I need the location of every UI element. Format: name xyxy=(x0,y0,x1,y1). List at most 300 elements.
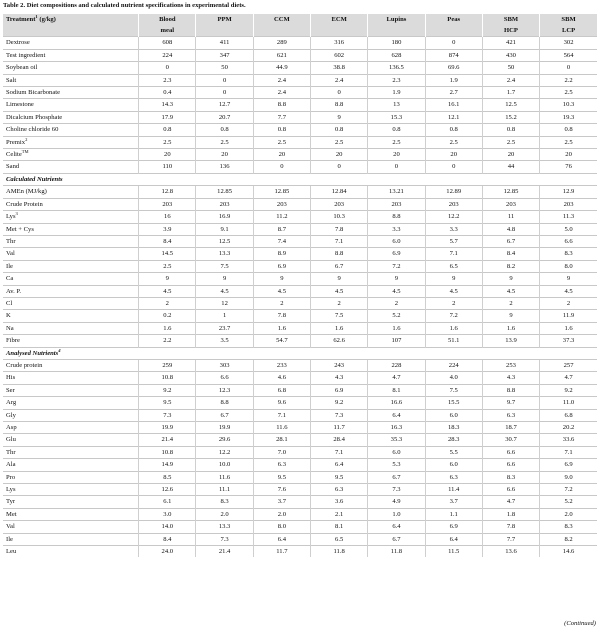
table-cell: 6.4 xyxy=(368,521,425,533)
table-cell: 17.9 xyxy=(139,111,196,123)
table-cell: 253 xyxy=(482,359,539,371)
table-cell: 2.5 xyxy=(253,136,310,148)
table-cell: 20.7 xyxy=(196,111,253,123)
table-cell: 2.4 xyxy=(311,74,368,86)
table-row xyxy=(3,546,597,558)
table-cell: 1.9 xyxy=(425,74,482,86)
row-label: Fibre xyxy=(3,335,139,347)
table-cell: 9 xyxy=(482,310,539,322)
row-label: Val xyxy=(3,248,139,260)
table-cell: 2 xyxy=(253,297,310,309)
table-cell: 2.7 xyxy=(425,87,482,99)
table-row xyxy=(3,496,597,508)
table-cell: 203 xyxy=(253,198,310,210)
table-cell: 4.3 xyxy=(482,372,539,384)
table-cell: 7.1 xyxy=(311,235,368,247)
table-cell: 2.5 xyxy=(540,136,597,148)
table-cell: 20.2 xyxy=(540,422,597,434)
table-cell: 203 xyxy=(368,198,425,210)
table-cell: 8.8 xyxy=(311,248,368,260)
table-cell: 6.0 xyxy=(368,235,425,247)
table-cell: 2.5 xyxy=(196,136,253,148)
table-cell: 11.9 xyxy=(540,310,597,322)
table-cell: 8.4 xyxy=(139,533,196,545)
table-cell: 5.7 xyxy=(425,235,482,247)
table-row xyxy=(3,161,597,173)
table-cell: 8.1 xyxy=(311,521,368,533)
table-cell: 18.7 xyxy=(482,422,539,434)
table-cell: 9.5 xyxy=(139,397,196,409)
diet-composition-table xyxy=(3,14,597,557)
table-cell: 3.9 xyxy=(139,223,196,235)
table-cell: 224 xyxy=(425,359,482,371)
column-header-line2 xyxy=(253,25,310,37)
table-cell: 0.8 xyxy=(425,124,482,136)
table-cell: 874 xyxy=(425,49,482,61)
table-cell: 1.8 xyxy=(482,508,539,520)
table-cell: 7.3 xyxy=(139,409,196,421)
table-cell: 6.9 xyxy=(540,459,597,471)
table-cell: 28.4 xyxy=(311,434,368,446)
table-row xyxy=(3,409,597,421)
table-cell: 20 xyxy=(311,149,368,161)
table-cell: 15.3 xyxy=(368,111,425,123)
table-caption: Table 2. Diet compositions and calculated nutrient specifications in experimental diets. xyxy=(3,2,246,9)
table-cell: 21.4 xyxy=(139,434,196,446)
table-cell: 2.2 xyxy=(139,335,196,347)
table-cell: 2.5 xyxy=(368,136,425,148)
section-analysed-nutrients xyxy=(3,347,597,359)
table-row xyxy=(3,223,597,235)
table-cell: 0.8 xyxy=(368,124,425,136)
table-cell: 602 xyxy=(311,49,368,61)
table-cell: 7.3 xyxy=(196,533,253,545)
table-row xyxy=(3,484,597,496)
table-cell: 8.0 xyxy=(540,260,597,272)
table-cell: 13.6 xyxy=(482,546,539,558)
table-cell: 12.9 xyxy=(540,186,597,198)
table-row xyxy=(3,248,597,260)
table-row xyxy=(3,285,597,297)
row-label: Soybean oil xyxy=(3,62,139,74)
table-cell: 6.1 xyxy=(139,496,196,508)
table-cell: 7.3 xyxy=(311,409,368,421)
table-cell: 9 xyxy=(425,273,482,285)
table-cell: 7.2 xyxy=(425,310,482,322)
table-cell: 16.3 xyxy=(368,422,425,434)
table-cell: 7.3 xyxy=(368,484,425,496)
table-cell: 12.5 xyxy=(482,99,539,111)
table-cell: 4.5 xyxy=(482,285,539,297)
table-cell: 14.9 xyxy=(139,459,196,471)
table-cell: 136 xyxy=(196,161,253,173)
table-cell: 20 xyxy=(482,149,539,161)
table-cell: 6.7 xyxy=(368,471,425,483)
row-label: Thr xyxy=(3,235,139,247)
table-cell: 8.7 xyxy=(253,223,310,235)
table-cell: 10.3 xyxy=(311,211,368,223)
table-cell: 1.7 xyxy=(482,87,539,99)
table-cell: 2 xyxy=(311,297,368,309)
table-row xyxy=(3,198,597,210)
table-cell: 0 xyxy=(368,161,425,173)
table-cell: 4.7 xyxy=(368,372,425,384)
table-cell: 8.3 xyxy=(482,471,539,483)
table-cell: 2.3 xyxy=(368,74,425,86)
section-title: Calculated Nutrients xyxy=(3,173,597,185)
table-cell: 8.8 xyxy=(253,99,310,111)
table-cell: 20 xyxy=(425,149,482,161)
table-cell: 11.8 xyxy=(311,546,368,558)
table-cell: 0.8 xyxy=(253,124,310,136)
table-cell: 11.7 xyxy=(311,422,368,434)
table-cell: 0.2 xyxy=(139,310,196,322)
row-label: K xyxy=(3,310,139,322)
row-label: Arg xyxy=(3,397,139,409)
table-cell: 20 xyxy=(139,149,196,161)
table-cell: 203 xyxy=(540,198,597,210)
table-cell: 35.3 xyxy=(368,434,425,446)
table-cell: 14.5 xyxy=(139,248,196,260)
table-cell: 621 xyxy=(253,49,310,61)
table-row xyxy=(3,186,597,198)
table-cell: 7.5 xyxy=(311,310,368,322)
table-cell: 180 xyxy=(368,37,425,49)
row-label: Premix$^2$ xyxy=(3,136,139,148)
table-cell: 6.8 xyxy=(540,409,597,421)
table-cell: 316 xyxy=(311,37,368,49)
table-row xyxy=(3,471,597,483)
table-cell: 2.4 xyxy=(482,74,539,86)
table-cell: 18.3 xyxy=(425,422,482,434)
table-cell: 5.3 xyxy=(368,459,425,471)
table-cell: 7.8 xyxy=(253,310,310,322)
table-cell: 1.6 xyxy=(368,322,425,334)
table-cell: 21.4 xyxy=(196,546,253,558)
table-cell: 13.9 xyxy=(482,335,539,347)
table-cell: 12.6 xyxy=(139,484,196,496)
table-cell: 54.7 xyxy=(253,335,310,347)
table-cell: 224 xyxy=(139,49,196,61)
table-cell: 4.8 xyxy=(482,223,539,235)
table-cell: 14.0 xyxy=(139,521,196,533)
table-cell: 107 xyxy=(368,335,425,347)
table-row xyxy=(3,521,597,533)
table-cell: 6.3 xyxy=(253,459,310,471)
table-cell: 203 xyxy=(311,198,368,210)
table-cell: 6.9 xyxy=(311,384,368,396)
table-cell: 9.2 xyxy=(311,397,368,409)
table-cell: 11.4 xyxy=(425,484,482,496)
table-cell: 8.8 xyxy=(311,99,368,111)
table-cell: 2 xyxy=(540,297,597,309)
table-cell: 62.6 xyxy=(311,335,368,347)
row-label: Ca xyxy=(3,273,139,285)
table-cell: 9 xyxy=(139,273,196,285)
table-cell: 16.6 xyxy=(368,397,425,409)
table-cell: 7.1 xyxy=(311,446,368,458)
row-label: Salt xyxy=(3,74,139,86)
table-cell: 28.3 xyxy=(425,434,482,446)
table-cell: 1.6 xyxy=(139,322,196,334)
table-cell: 10.0 xyxy=(196,459,253,471)
table-cell: 0 xyxy=(425,37,482,49)
table-cell: 8.5 xyxy=(139,471,196,483)
table-cell: 3.7 xyxy=(425,496,482,508)
column-header-line2 xyxy=(425,25,482,37)
table-cell: 44 xyxy=(482,161,539,173)
table-cell: 4.0 xyxy=(425,372,482,384)
table-cell: 0.8 xyxy=(196,124,253,136)
table-cell: 2.5 xyxy=(139,260,196,272)
table-cell: 4.3 xyxy=(311,372,368,384)
row-label: Tyr xyxy=(3,496,139,508)
table-cell: 5.2 xyxy=(368,310,425,322)
table-cell: 7.1 xyxy=(253,409,310,421)
table-cell: 2 xyxy=(368,297,425,309)
row-label: Na xyxy=(3,322,139,334)
table-row xyxy=(3,211,597,223)
table-cell: 3.0 xyxy=(139,508,196,520)
row-label: Ser xyxy=(3,384,139,396)
column-header: PPM xyxy=(196,14,253,25)
table-cell: 20 xyxy=(540,149,597,161)
table-cell: 11.2 xyxy=(253,211,310,223)
table-cell: 0 xyxy=(425,161,482,173)
table-cell: 20 xyxy=(368,149,425,161)
table-row xyxy=(3,434,597,446)
table-cell: 6.0 xyxy=(425,409,482,421)
table-cell: 14.3 xyxy=(139,99,196,111)
table-cell: 8.2 xyxy=(482,260,539,272)
table-cell: 608 xyxy=(139,37,196,49)
row-label: Test ingredient xyxy=(3,49,139,61)
table-cell: 228 xyxy=(368,359,425,371)
column-header-line2: LCP xyxy=(540,25,597,37)
table-cell: 10.8 xyxy=(139,372,196,384)
column-header-line2: HCP xyxy=(482,25,539,37)
row-label: Crude protein xyxy=(3,359,139,371)
table-cell: 8.4 xyxy=(139,235,196,247)
table-cell: 4.7 xyxy=(540,372,597,384)
table-cell: 4.5 xyxy=(196,285,253,297)
table-cell: 13.3 xyxy=(196,521,253,533)
table-cell: 7.2 xyxy=(368,260,425,272)
table-cell: 203 xyxy=(139,198,196,210)
table-cell: 7.6 xyxy=(253,484,310,496)
table-cell: 3.5 xyxy=(196,335,253,347)
column-header-line2 xyxy=(368,25,425,37)
table-row xyxy=(3,111,597,123)
table-cell: 16.1 xyxy=(425,99,482,111)
table-cell: 9.2 xyxy=(139,384,196,396)
table-row xyxy=(3,49,597,61)
table-row xyxy=(3,446,597,458)
table-cell: 7.8 xyxy=(311,223,368,235)
column-header: Peas xyxy=(425,14,482,25)
table-cell: 2.2 xyxy=(540,74,597,86)
row-label: Val xyxy=(3,521,139,533)
row-label: Glu xyxy=(3,434,139,446)
table-cell: 6.4 xyxy=(253,533,310,545)
table-cell: 6.4 xyxy=(311,459,368,471)
table-cell: 37.3 xyxy=(540,335,597,347)
row-label: Celite™ xyxy=(3,149,139,161)
row-label: Ile xyxy=(3,260,139,272)
table-cell: 2.5 xyxy=(482,136,539,148)
table-cell: 0.8 xyxy=(482,124,539,136)
table-cell: 11.8 xyxy=(368,546,425,558)
table-cell: 8.8 xyxy=(368,211,425,223)
table-header xyxy=(3,14,597,37)
table-cell: 2.3 xyxy=(139,74,196,86)
row-label: Lys$^3$ xyxy=(3,211,139,223)
table-cell: 6.6 xyxy=(196,372,253,384)
continued-note: (Continued) xyxy=(564,620,596,627)
table-cell: 11.1 xyxy=(196,484,253,496)
table-cell: 30.7 xyxy=(482,434,539,446)
table-cell: 4.5 xyxy=(540,285,597,297)
table-cell: 8.4 xyxy=(482,248,539,260)
table-cell: 203 xyxy=(425,198,482,210)
table-row xyxy=(3,322,597,334)
table-cell: 12.85 xyxy=(253,186,310,198)
table-cell: 12 xyxy=(196,297,253,309)
table-cell: 6.8 xyxy=(253,384,310,396)
table-cell: 14.6 xyxy=(540,546,597,558)
table-row xyxy=(3,87,597,99)
row-label: Leu xyxy=(3,546,139,558)
table-row xyxy=(3,397,597,409)
table-row xyxy=(3,260,597,272)
table-cell: 7.7 xyxy=(253,111,310,123)
table-cell: 1.6 xyxy=(540,322,597,334)
table-cell: 6.7 xyxy=(196,409,253,421)
table-cell: 8.3 xyxy=(540,521,597,533)
table-cell: 2 xyxy=(425,297,482,309)
row-label: Gly xyxy=(3,409,139,421)
table-cell: 7.5 xyxy=(196,260,253,272)
table-cell: 11.7 xyxy=(253,546,310,558)
table-cell: 0 xyxy=(253,161,310,173)
row-label: Ile xyxy=(3,533,139,545)
table-cell: 7.1 xyxy=(425,248,482,260)
table-cell: 0 xyxy=(139,62,196,74)
table-cell: 6.6 xyxy=(482,459,539,471)
table-row xyxy=(3,335,597,347)
table-cell: 8.8 xyxy=(196,397,253,409)
table-cell: 8.3 xyxy=(540,248,597,260)
table-row xyxy=(3,359,597,371)
table-cell: 411 xyxy=(196,37,253,49)
table-cell: 347 xyxy=(196,49,253,61)
table-cell: 9.1 xyxy=(196,223,253,235)
table-cell: 76 xyxy=(540,161,597,173)
table-cell: 4.5 xyxy=(425,285,482,297)
table-cell: 9 xyxy=(253,273,310,285)
table-cell: 9.7 xyxy=(482,397,539,409)
table-cell: 4.5 xyxy=(368,285,425,297)
table-cell: 1.9 xyxy=(368,87,425,99)
table-row xyxy=(3,37,597,49)
table-cell: 16.9 xyxy=(196,211,253,223)
table-row xyxy=(3,99,597,111)
table-row xyxy=(3,372,597,384)
table-cell: 9.2 xyxy=(540,384,597,396)
table-cell: 29.6 xyxy=(196,434,253,446)
row-label: Cl xyxy=(3,297,139,309)
row-label: Dextrose xyxy=(3,37,139,49)
row-label: AMEn (MJ/kg) xyxy=(3,186,139,198)
table-cell: 628 xyxy=(368,49,425,61)
table-cell: 12.7 xyxy=(196,99,253,111)
table-body xyxy=(3,37,597,558)
table-cell: 20 xyxy=(196,149,253,161)
table-cell: 0 xyxy=(311,161,368,173)
treatment-header-spacer xyxy=(3,25,139,37)
table-cell: 12.2 xyxy=(196,446,253,458)
table-cell: 11.6 xyxy=(196,471,253,483)
table-row xyxy=(3,297,597,309)
table-cell: 8.2 xyxy=(540,533,597,545)
table-cell: 11.0 xyxy=(540,397,597,409)
table-cell: 6.9 xyxy=(425,521,482,533)
table-cell: 203 xyxy=(196,198,253,210)
column-header: Blood xyxy=(139,14,196,25)
table-cell: 257 xyxy=(540,359,597,371)
table-cell: 7.8 xyxy=(482,521,539,533)
table-cell: 4.6 xyxy=(253,372,310,384)
table-cell: 5.2 xyxy=(540,496,597,508)
table-row xyxy=(3,508,597,520)
table-row xyxy=(3,422,597,434)
table-cell: 302 xyxy=(540,37,597,49)
table-cell: 4.9 xyxy=(368,496,425,508)
table-cell: 1.1 xyxy=(425,508,482,520)
table-cell: 2.4 xyxy=(253,87,310,99)
table-cell: 10.8 xyxy=(139,446,196,458)
table-cell: 9.5 xyxy=(253,471,310,483)
table-cell: 243 xyxy=(311,359,368,371)
column-header: SBM xyxy=(482,14,539,25)
table-cell: 13.21 xyxy=(368,186,425,198)
row-label: Av. P. xyxy=(3,285,139,297)
row-label: Limestone xyxy=(3,99,139,111)
table-cell: 3.3 xyxy=(425,223,482,235)
table-cell: 19.9 xyxy=(196,422,253,434)
table-cell: 2.4 xyxy=(253,74,310,86)
table-cell: 9 xyxy=(368,273,425,285)
table-cell: 12.3 xyxy=(196,384,253,396)
table-cell: 1 xyxy=(196,310,253,322)
table-cell: 430 xyxy=(482,49,539,61)
row-label: Dicalcium Phosphate xyxy=(3,111,139,123)
table-cell: 8.3 xyxy=(196,496,253,508)
treatment-header: Treatment$^1$ (g/kg) xyxy=(3,14,139,25)
table-cell: 13 xyxy=(368,99,425,111)
table-cell: 4.5 xyxy=(253,285,310,297)
table-cell: 6.3 xyxy=(311,484,368,496)
table-row xyxy=(3,74,597,86)
table-cell: 7.5 xyxy=(425,384,482,396)
row-label: Sodium Bicarbonate xyxy=(3,87,139,99)
table-row xyxy=(3,235,597,247)
table-cell: 4.7 xyxy=(482,496,539,508)
table-cell: 51.1 xyxy=(425,335,482,347)
table-cell: 7.7 xyxy=(482,533,539,545)
table-cell: 564 xyxy=(540,49,597,61)
table-cell: 12.2 xyxy=(425,211,482,223)
